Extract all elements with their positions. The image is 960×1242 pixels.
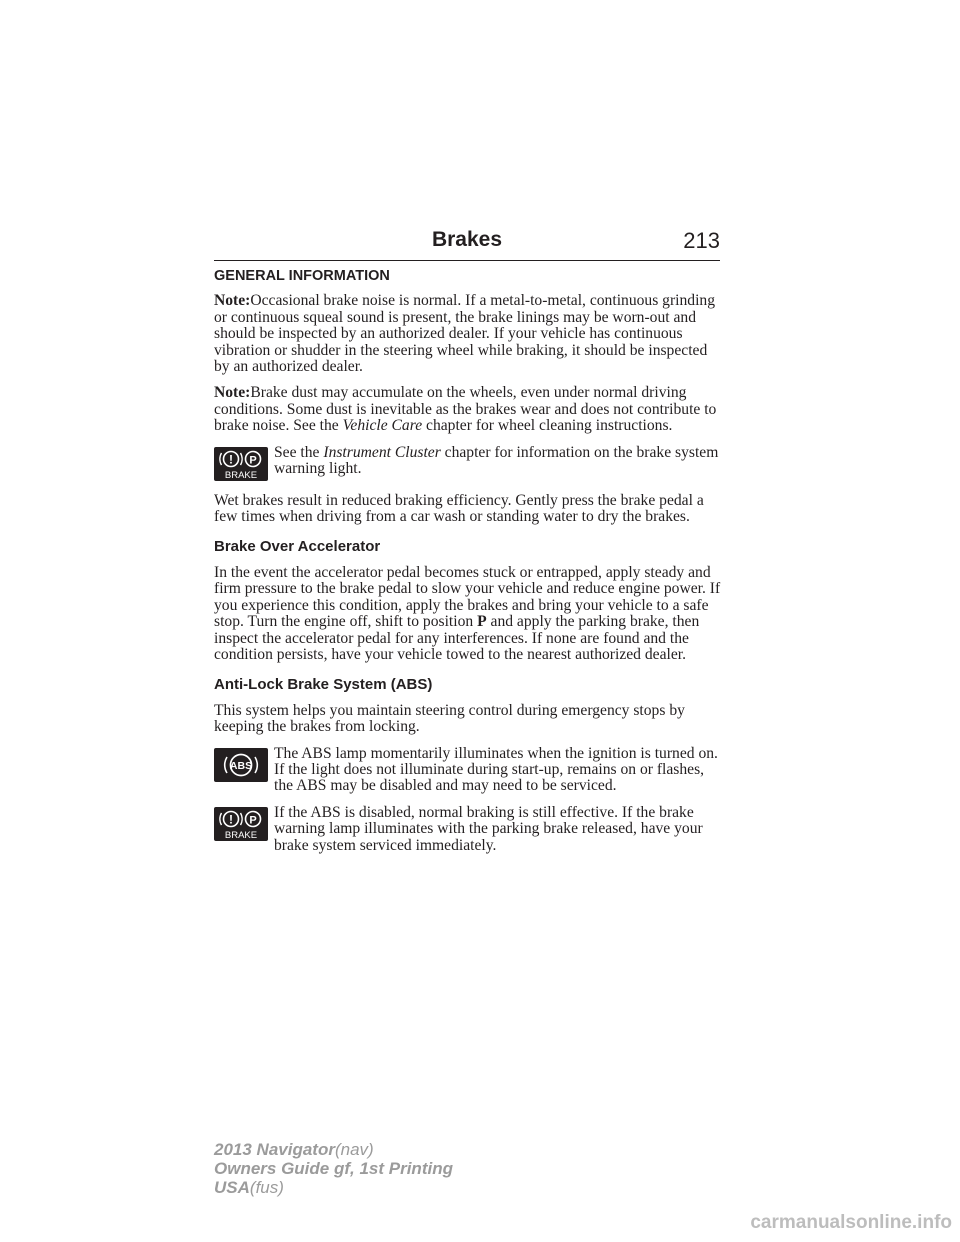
note-lead: Note: xyxy=(214,384,251,402)
footer-guide: Owners Guide gf, 1st Printing xyxy=(214,1159,453,1178)
park-position-letter: P xyxy=(477,613,487,631)
page-header xyxy=(214,228,720,261)
page-number: 213 xyxy=(683,228,720,253)
brake-warning-icon xyxy=(214,807,268,841)
instrument-cluster-reference: Instrument Cluster xyxy=(323,443,441,461)
heading-brake-over-accelerator: Brake Over Accelerator xyxy=(214,538,381,556)
svg-text:P: P xyxy=(249,454,257,467)
abs-lamp-text: The ABS lamp momentarily illuminates when the ignition is turned on. If the light does not illuminate during start-up, remains on or flashes, the ABS may be disabled and may need to be serviced. xyxy=(274,744,718,795)
footer-market: USA xyxy=(214,1178,250,1197)
abs-disabled-text: If the ABS is disabled, normal braking is still effective. If the brake warning lamp illuminates with the parking brake released, have your brake system serviced immediately. xyxy=(274,803,703,854)
svg-text:!: ! xyxy=(229,812,233,827)
note-text: Occasional brake noise is normal. If a metal-to-metal, continuous grinding or continuous squeal sound is present, the brake linings may be worn-out and should be inspected by an authorized dealer. If your vehicle has continuous vibration or shudder in the steering wheel while braking, it should be inspected by an authorized dealer. xyxy=(214,292,716,376)
abs-warning-icon xyxy=(214,748,268,782)
chapter-title: Brakes xyxy=(431,228,503,251)
abs-lamp-row xyxy=(214,746,722,795)
brake-warning-icon xyxy=(214,447,268,481)
vehicle-care-reference: Vehicle Care xyxy=(342,417,423,435)
footer-line-3 xyxy=(214,1178,453,1197)
brake-warning-row xyxy=(214,445,722,483)
abs-intro-paragraph: This system helps you maintain steering control during emergency stops by keeping the brakes from locking. xyxy=(214,701,685,736)
note-brake-dust xyxy=(214,385,722,434)
svg-text:BRAKE: BRAKE xyxy=(224,469,258,481)
footer-market-code: (fus) xyxy=(249,1178,284,1197)
note-text: chapter for wheel cleaning instructions. xyxy=(422,417,673,435)
wet-brakes-paragraph: Wet brakes result in reduced braking efficiency. Gently press the brake pedal a few times when driving from a car wash or standing water to dry the brakes. xyxy=(214,491,704,526)
document-footer xyxy=(214,1140,453,1197)
svg-text:P: P xyxy=(249,814,257,827)
svg-text:ABS: ABS xyxy=(229,759,253,772)
paragraph-text: In the event the accelerator pedal becomes stuck or entrapped, apply steady and firm pressure to the brake pedal to slow your vehicle and reduce engine power. If you experience this condition, apply the brakes and bring your vehicle to a safe stop. Turn the engine off, shift to position xyxy=(214,563,721,631)
paragraph-text: and apply the parking brake, then inspect the accelerator pedal for any interferences. If none are found and the condition persists, have your vehicle towed to the nearest authorized dealer. xyxy=(214,613,700,663)
icon-text: See the xyxy=(274,443,324,461)
brake-over-accelerator-paragraph xyxy=(214,565,722,663)
icon-text: chapter for information on the brake system warning light. xyxy=(274,443,719,478)
footer-model: 2013 Navigator xyxy=(214,1140,335,1159)
footer-line-1 xyxy=(214,1140,453,1159)
footer-model-code: (nav) xyxy=(334,1140,374,1159)
heading-abs: Anti-Lock Brake System (ABS) xyxy=(214,676,433,694)
note-lead: Note: xyxy=(214,292,251,310)
footer-line-2 xyxy=(214,1159,453,1178)
note-brake-noise xyxy=(214,293,722,375)
svg-text:!: ! xyxy=(229,452,233,467)
heading-general-information: GENERAL INFORMATION xyxy=(214,268,390,284)
site-watermark: carmanualsonline.info xyxy=(750,1212,952,1233)
page-content xyxy=(214,268,722,864)
svg-text:BRAKE: BRAKE xyxy=(224,829,258,841)
note-text: Brake dust may accumulate on the wheels, even under normal driving conditions. Some dust is inevitable as the brakes wear and does not contribute to brake noise. See the xyxy=(214,384,717,435)
abs-disabled-row xyxy=(214,805,722,854)
